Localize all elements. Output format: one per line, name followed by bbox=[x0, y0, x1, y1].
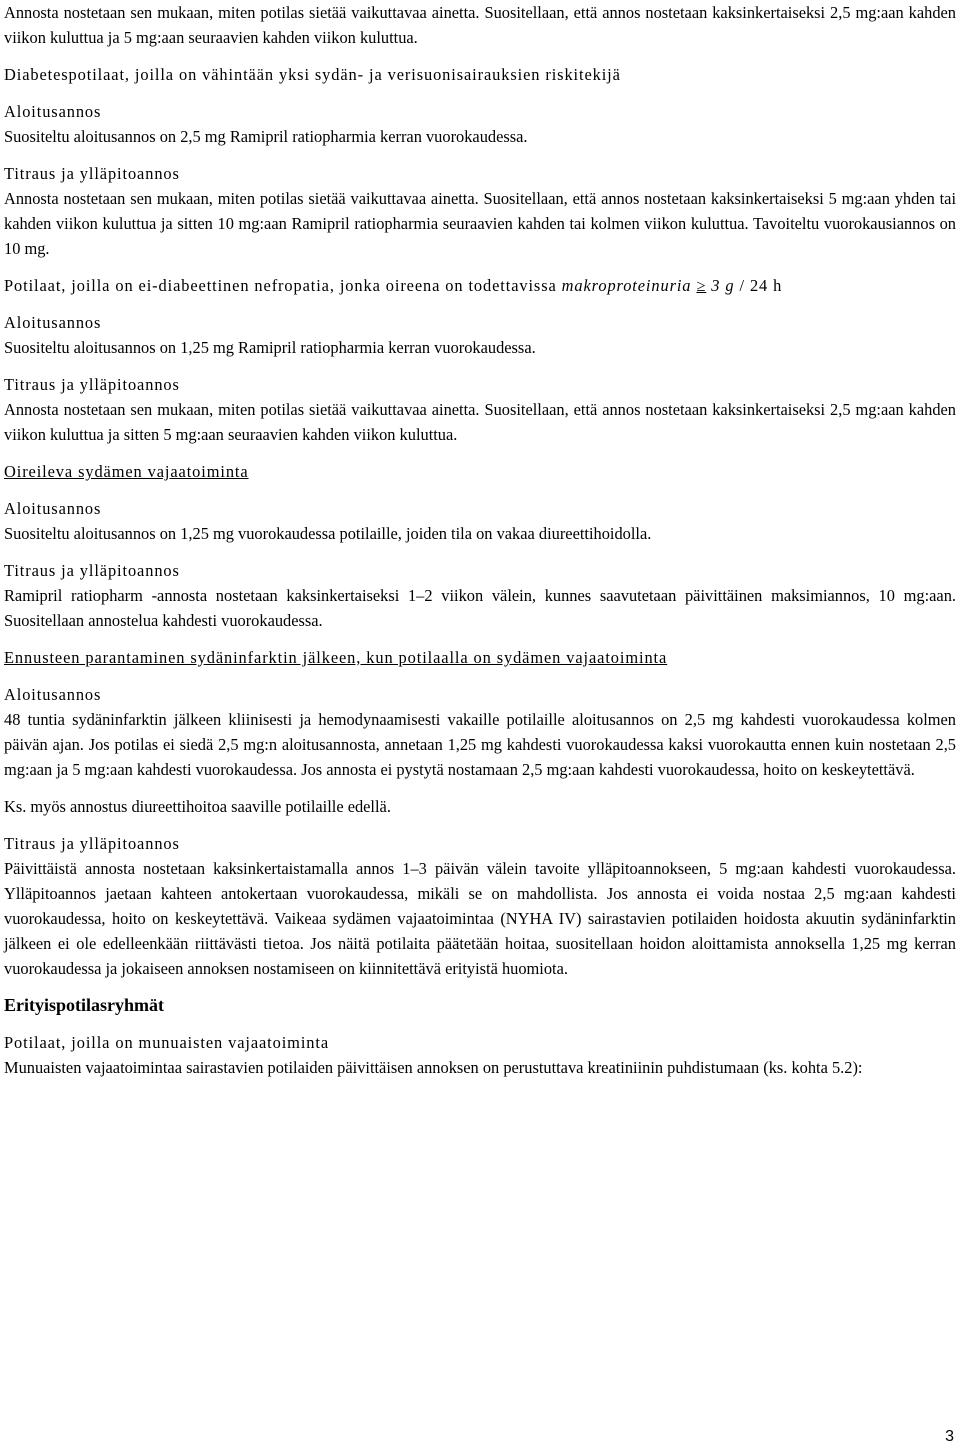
heart-failure-start-text: Suositeltu aloitusannos on 1,25 mg vuorokaudessa potilaille, joiden tila on vakaa diureettihoidolla. bbox=[4, 524, 652, 543]
nephropathy-titration-text: Annosta nostetaan sen mukaan, miten potilas sietää vaikuttavaa ainetta. Suositellaan, että annos nostetaan kaksinkertaiseksi 2,5 mg:aan kahden viikon kuluttua ja sitten 5 mg:aan seuraavien kahden viikon kuluttua. bbox=[4, 400, 956, 444]
post-infarction-titration-label: Titraus ja ylläpitoannos bbox=[4, 834, 180, 853]
post-infarction-titration-text: Päivittäistä annosta nostetaan kaksinkertaistamalla annos 1–3 päivän välein tavoite ylläpitoannokseen, 5 mg:aan kahdesti vuorokaudessa. Ylläpitoannos jaetaan kahteen antokertaan vuorokaudessa, mikäli se on mahdollista. Jos annosta ei voida nostaa 2,5 mg:aan kahdesti vuorokaudessa, hoito on keskeytettävä. Vaikeaa sydämen vajaatoimintaa (NYHA IV) sairastavien potilaiden hoidosta akuutin sydäninfarktin jälkeen ei ole edelleenkään riittävästi tietoa. Jos näitä potilaita päätetään hoitaa, suositellaan hoidon aloittamista annoksella 1,25 mg kerran vuorokaudessa ja jokaiseen annoksen nostamiseen on kiinnitettävä erityistä huomiota. bbox=[4, 859, 956, 978]
nephropathy-heading-italic: makroproteinuria bbox=[561, 276, 697, 295]
diabetes-start-label: Aloitusannos bbox=[4, 102, 102, 121]
diabetes-titration-text: Annosta nostetaan sen mukaan, miten potilas sietää vaikuttavaa ainetta. Suositellaan, että annos nostetaan kaksinkertaiseksi 5 mg:aan yhden tai kahden viikon kuluttua ja sitten 10 mg:aan Ramipril ratiopharmia seuraavien kahden tai kolmen viikon kuluttua. Tavoiteltu vuorokausiannos on 10 mg. bbox=[4, 189, 956, 258]
post-infarction-start-text: 48 tuntia sydäninfarktin jälkeen kliinisesti ja hemodynaamisesti vakaille potilaille aloitusannos on 2,5 mg kahdesti vuorokaudessa kolmen päivän ajan. Jos potilas ei siedä 2,5 mg:n aloitusannosta, annetaan 1,25 mg kahdesti vuorokaudessa kaksi vuorokautta ennen kuin nostetaan 2,5 mg:aan ja 5 mg:aan kahdesti vuorokaudessa. Jos annosta ei pystytä nostamaan 2,5 mg:aan kahdesti vuorokaudessa, hoito on keskeytettävä. bbox=[4, 710, 956, 779]
section-post-infarction bbox=[4, 645, 956, 981]
diabetes-start-text: Suositeltu aloitusannos on 2,5 mg Ramipril ratiopharmia kerran vuorokaudessa. bbox=[4, 127, 528, 146]
diabetes-titration-label: Titraus ja ylläpitoannos bbox=[4, 164, 180, 183]
post-infarction-start-label: Aloitusannos bbox=[4, 685, 102, 704]
nephropathy-start-label: Aloitusannos bbox=[4, 313, 102, 332]
nephropathy-heading-italic2: 3 g bbox=[706, 276, 735, 295]
geq-symbol: ≥ bbox=[696, 276, 707, 295]
diabetes-heading: Diabetespotilaat, joilla on vähintään yksi sydän- ja verisuonisairauksien riskitekijä bbox=[4, 65, 621, 84]
nephropathy-titration-label: Titraus ja ylläpitoannos bbox=[4, 375, 180, 394]
post-infarction-heading: Ennusteen parantaminen sydäninfarktin jälkeen, kun potilaalla on sydämen vajaatoiminta bbox=[4, 648, 668, 667]
post-infarction-see-also: Ks. myös annostus diureettihoitoa saaville potilaille edellä. bbox=[4, 797, 391, 816]
section-nephropathy bbox=[4, 273, 956, 447]
renal-text: Munuaisten vajaatoimintaa sairastavien potilaiden päivittäisen annoksen on perustuttava kreatiniinin puhdistumaan (ks. kohta 5.2): bbox=[4, 1058, 863, 1077]
section-heart-failure bbox=[4, 459, 956, 633]
top-paragraph: Annosta nostetaan sen mukaan, miten potilas sietää vaikuttavaa ainetta. Suositellaan, että annos nostetaan kaksinkertaiseksi 2,5 mg:aan kahden viikon kuluttua ja 5 mg:aan seuraavien kahden viikon kuluttua. bbox=[4, 3, 956, 47]
document-page bbox=[4, 0, 956, 1080]
heart-failure-titration-text: Ramipril ratiopharm -annosta nostetaan kaksinkertaiseksi 1–2 viikon välein, kunnes saavutetaan päivittäinen maksimiannos, 10 mg:aan. Suositellaan annostelua kahdesti vuorokaudessa. bbox=[4, 586, 956, 630]
heart-failure-heading: Oireileva sydämen vajaatoiminta bbox=[4, 462, 249, 481]
renal-heading: Potilaat, joilla on munuaisten vajaatoiminta bbox=[4, 1033, 330, 1052]
nephropathy-start-text: Suositeltu aloitusannos on 1,25 mg Ramipril ratiopharmia kerran vuorokaudessa. bbox=[4, 338, 536, 357]
page-number: 3 bbox=[945, 1428, 954, 1445]
nephropathy-heading-post: / 24 h bbox=[734, 276, 783, 295]
heart-failure-titration-label: Titraus ja ylläpitoannos bbox=[4, 561, 180, 580]
nephropathy-heading-pre: Potilaat, joilla on ei-diabeettinen nefropatia, jonka oireena on todettavissa bbox=[4, 276, 562, 295]
special-groups-heading: Erityispotilasryhmät bbox=[4, 995, 164, 1015]
section-diabetes bbox=[4, 62, 956, 261]
section-special-groups bbox=[4, 993, 956, 1080]
nephropathy-heading bbox=[4, 273, 956, 298]
heart-failure-start-label: Aloitusannos bbox=[4, 499, 102, 518]
